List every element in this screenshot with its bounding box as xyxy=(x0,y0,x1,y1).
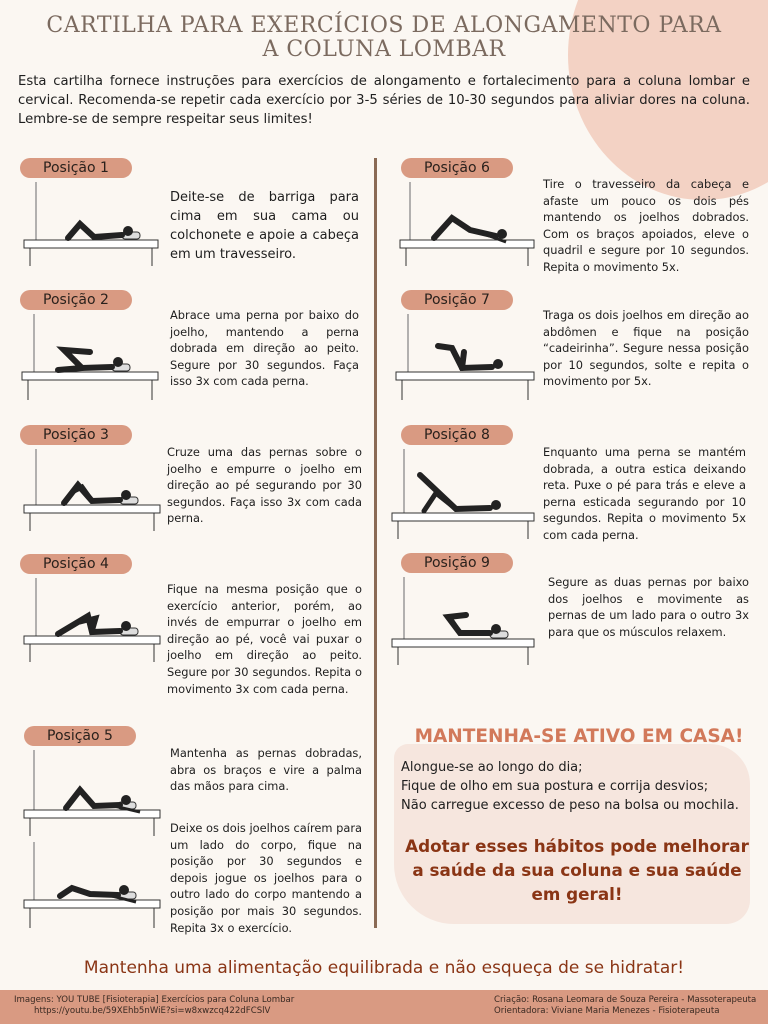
exercise-illustration-3 xyxy=(22,447,162,535)
position-7-label: Posição 7 xyxy=(401,290,513,310)
position-3-label: Posição 3 xyxy=(20,425,132,445)
habit-item: Não carregue excesso de peso na bolsa ou mochila. xyxy=(401,798,739,813)
image-credits xyxy=(14,995,294,1017)
position-2-label: Posição 2 xyxy=(20,290,132,310)
position-9-text: Segure as duas pernas por baixo dos joelhos e movimente as pernas de um lado para o outro 3x para que os músculos relaxem. xyxy=(548,575,749,639)
habits-list xyxy=(401,758,753,815)
exercise-illustration-2 xyxy=(20,312,162,404)
title-line-1: CARTILHA PARA EXERCÍCIOS DE ALONGAMENTO PARA xyxy=(46,13,722,38)
exercise-illustration-7 xyxy=(394,312,538,404)
exercise-illustration-1 xyxy=(22,180,162,270)
position-8-label: Posição 8 xyxy=(401,425,513,445)
position-3-text: Cruze uma das pernas sobre o joelho e empurre o joelho em direção ao pé segurando por 30 segundos. Faça isso 3x com cada perna. xyxy=(167,445,362,526)
position-1-label: Posição 1 xyxy=(20,158,132,178)
title-line-2: A COLUNA LOMBAR xyxy=(262,37,506,62)
habit-item: Fique de olho em sua postura e corrija desvios; xyxy=(401,779,709,794)
intro-paragraph: Esta cartilha fornece instruções para exercícios de alongamento e fortalecimento para a coluna lombar e cervical. Recomenda-se repetir cada exercício por 3-5 séries de 10-30 segundos para aliviar dores na coluna. Lembre-se de sempre respeitar seus limites! xyxy=(18,74,750,127)
position-9-label: Posição 9 xyxy=(401,553,513,573)
footer-bar xyxy=(0,990,768,1024)
active-section-title: MANTENHA-SE ATIVO EM CASA! xyxy=(414,726,744,747)
position-6-label: Posição 6 xyxy=(401,158,513,178)
footer-message: Mantenha uma alimentação equilibrada e não esqueça de se hidratar! xyxy=(83,958,685,978)
exercise-illustration-5b xyxy=(22,840,162,930)
position-4-label: Posição 4 xyxy=(20,554,132,574)
exercise-illustration-9 xyxy=(390,575,538,669)
position-6-text: Tire o travesseiro da cabeça e afaste um pouco os dois pés mantendo os joelhos dobrados. Com os braços apoiados, eleve o quadril e segure por 10 segundos. Repita o movimento 5x. xyxy=(543,177,749,274)
position-2-text: Abrace uma perna por baixo do joelho, mantendo a perna dobrada em direção ao peito. Segure por 30 segundos. Faça isso 3x com cada perna. xyxy=(170,308,359,389)
page-title xyxy=(40,14,728,62)
images-credit-link[interactable]: https://youtu.be/59XEhb5nWiE?si=w8xwzcq422dFCSlV xyxy=(34,1006,271,1016)
position-1-text: Deite-se de barriga para cima em sua cama ou colchonete e apoie a cabeça em um travesseiro. xyxy=(170,190,359,262)
exercise-illustration-6 xyxy=(398,180,538,270)
exercise-illustration-5a xyxy=(22,748,162,838)
conclusion-text: Adotar esses hábitos pode melhorar a saúde da sua coluna e sua saúde em geral! xyxy=(405,836,749,904)
position-5-text-2: Deixe os dois joelhos caírem para um lado do corpo, fique na posição por 30 segundos e depois jogue os joelhos para o outro lado do corpo mantendo a posição por mais 30 segundos. Repita 3x o exercício. xyxy=(170,821,362,935)
exercise-illustration-4 xyxy=(22,576,162,666)
position-8-text: Enquanto uma perna se mantém dobrada, a outra estica deixando reta. Puxe o pé para trás e eleve a perna esticada segurando por 10 segundos. Repita o movimento 5x com cada perna. xyxy=(543,445,746,542)
authors-credits xyxy=(494,995,756,1017)
creation-credit: Criação: Rosana Leomara de Souza Pereira - Massoterapeuta xyxy=(494,995,757,1005)
position-7-text: Traga os dois joelhos em direção ao abdômen e fique na posição “cadeirinha”. Segure nessa posição por 10 segundos, solte e repita o movimento por 5x. xyxy=(543,308,749,389)
habit-item: Alongue-se ao longo do dia; xyxy=(401,760,583,775)
column-divider xyxy=(374,158,377,928)
images-credit-text: Imagens: YOU TUBE [Fisioterapia] Exercícios para Coluna Lombar xyxy=(14,995,295,1005)
position-5-text: Mantenha as pernas dobradas, abra os braços e vire a palma das mãos para cima. xyxy=(170,746,362,794)
position-5-label: Posição 5 xyxy=(24,726,136,746)
position-4-text: Fique na mesma posição que o exercício anterior, porém, ao invés de empurrar o joelho em direção ao pé, você vai puxar o joelho em direção ao peito. Segure por 30 segundos. Repita o movimento 3x com cada perna. xyxy=(167,582,362,696)
exercise-illustration-8 xyxy=(390,447,538,543)
advisor-credit: Orientadora: Viviane Maria Menezes - Fisioterapeuta xyxy=(494,1006,720,1016)
